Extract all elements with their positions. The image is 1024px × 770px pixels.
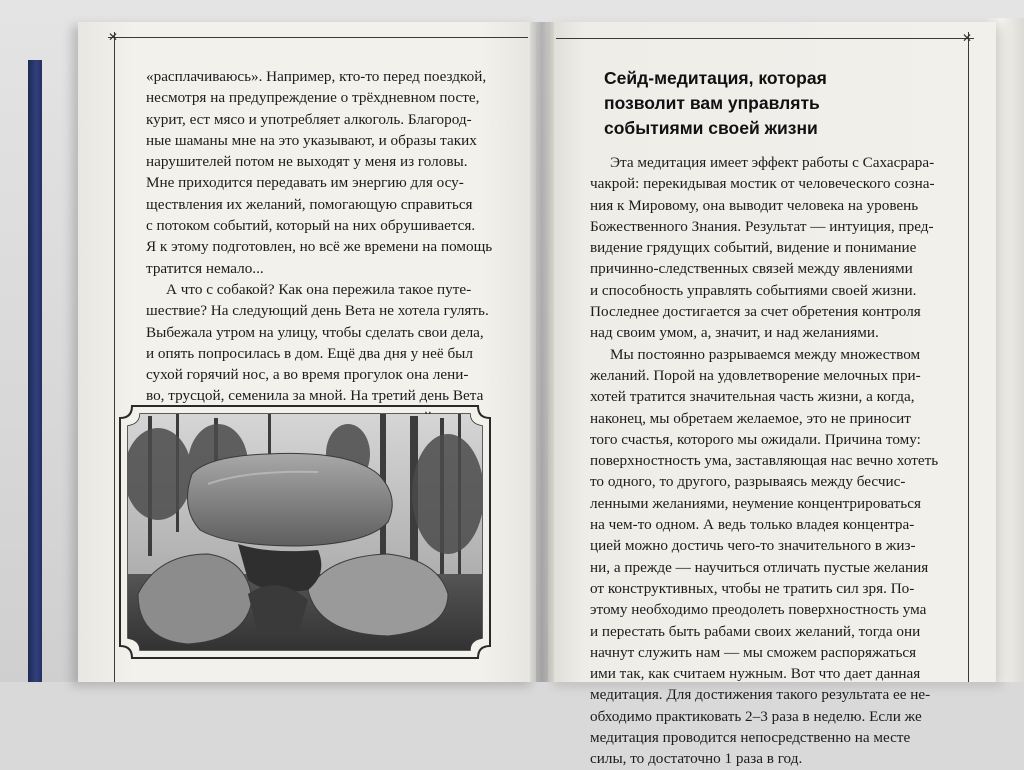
text-line: от конструктивных, чтобы не тратить сил зря. По- [590,579,915,597]
text-line: медитация. Для достижения такого результата ее не- [590,686,931,704]
text-line: желаний. Порой на удовлетворение мелочных при- [590,366,921,384]
text-line: ими так, как считаем нужным. Вот что дает данная [590,665,921,683]
text-line: ленными желаниями, неумение концентрироваться [590,494,921,512]
text-line: ния к Мировому, она выводит человека на уровень [590,196,919,214]
left-page-side-rule [114,32,115,682]
text-line: на чем-то одном. А ведь только владея концентра- [590,516,915,534]
text-line: Божественного Знания. Результат — интуиция, пред- [590,217,934,235]
right-page-top-rule [556,38,974,39]
text-line: нарушителей потом не выходят у меня из головы. [146,153,468,171]
text-line: во, трусцой, семенила за мной. На третий день Вета [146,387,484,405]
heading-line: событиями своей жизни [604,118,818,138]
text-line: сухой горячий нос, а во время прогулок она лени- [146,366,469,384]
text-line: Выбежала утром на улицу, чтобы сделать свои дела, [146,323,484,341]
section-heading [604,66,827,141]
text-line: поверхностность ума, заставляющая нас вечно хотеть [590,452,939,470]
text-line: Мы постоянно разрываемся между множеством [610,345,921,363]
left-page-text [146,66,496,428]
text-line: наконец, мы обретаем желаемое, это не приносит [590,409,911,427]
text-line: Последнее достигается за счет обретения контроля [590,303,921,321]
text-line: и перестать быть рабами своих желаний, тогда они [590,622,921,640]
text-line: чакрой: перекидывая мостик от человеческого созна- [590,175,935,193]
right-page-text [590,152,950,770]
text-line: видение грядущих событий, видение и понимание [590,239,917,257]
text-line: начнут служить нам — мы сможем распоряжаться [590,643,917,661]
text-line: несмотря на предупреждение о трёхдневном посте, [146,89,480,107]
left-paragraph-1 [146,66,496,279]
text-line: причинно-следственных связей между явлениями [590,260,913,278]
right-corner-ornament: ✕ [962,31,973,45]
text-line: Мне приходится передавать им энергию для осу- [146,174,464,192]
text-line: медитация проводится непосредственно на месте [590,729,911,747]
text-line: обходимо практиковать 2–3 раза в неделю. Если же [590,707,922,725]
heading-line: Сейд-медитация, которая [604,68,827,88]
text-line: с потоком событий, который на них обрушивается. [146,217,476,235]
seid-stone-photo [118,404,492,660]
text-line: Я к этому подготовлен, но всё же времени на помощь [146,238,493,256]
photo-illustration [118,404,492,660]
text-line: «расплачиваюсь». Например, кто-то перед поездкой, [146,68,487,85]
right-page-side-rule [968,32,969,682]
text-line: и опять попросилась в дом. Ещё два дня у неё был [146,344,473,362]
right-paragraph-2 [590,344,950,770]
text-line: Эта медитация имеет эффект работы с Сахасрара- [610,154,935,171]
text-line: и способность управлять событиями своей жизни. [590,281,917,299]
text-line: ные шаманы мне на это указывают, и образы таких [146,131,477,149]
book-gutter [530,22,554,682]
book-cover-edge [28,60,42,682]
text-line: над своим умом, а, значит, и над желаниями. [590,324,879,342]
text-line: шествие? На следующий день Вета не хотела гулять. [146,302,489,320]
text-line: тратится немало... [146,259,264,277]
text-line: курит, ест мясо и употребляет алкоголь. Благород- [146,110,472,128]
text-line: ни, а прежде — научиться отличать пустые желания [590,558,929,576]
heading-line: позволит вам управлять [604,93,820,113]
left-page-top-rule [108,37,528,38]
text-line: то одного, то другого, разрываясь между бесчис- [590,473,906,491]
text-line: ществления их желаний, помогающую справиться [146,195,473,213]
text-line: силы, то достаточно 1 раза в год. [590,750,803,768]
text-line: цией можно достичь чего-то значительного в жиз- [590,537,916,555]
right-paragraph-1 [590,152,950,344]
left-corner-ornament: ✕ [108,30,119,44]
text-line: хотей тратится значительная часть жизни, а когда, [590,388,915,406]
text-line: этому необходимо преодолеть поверхностность ума [590,601,927,619]
text-line: того счастья, которого мы ожидали. Причина тому: [590,430,921,448]
text-line: А что с собакой? Как она пережила такое путе- [166,280,472,298]
